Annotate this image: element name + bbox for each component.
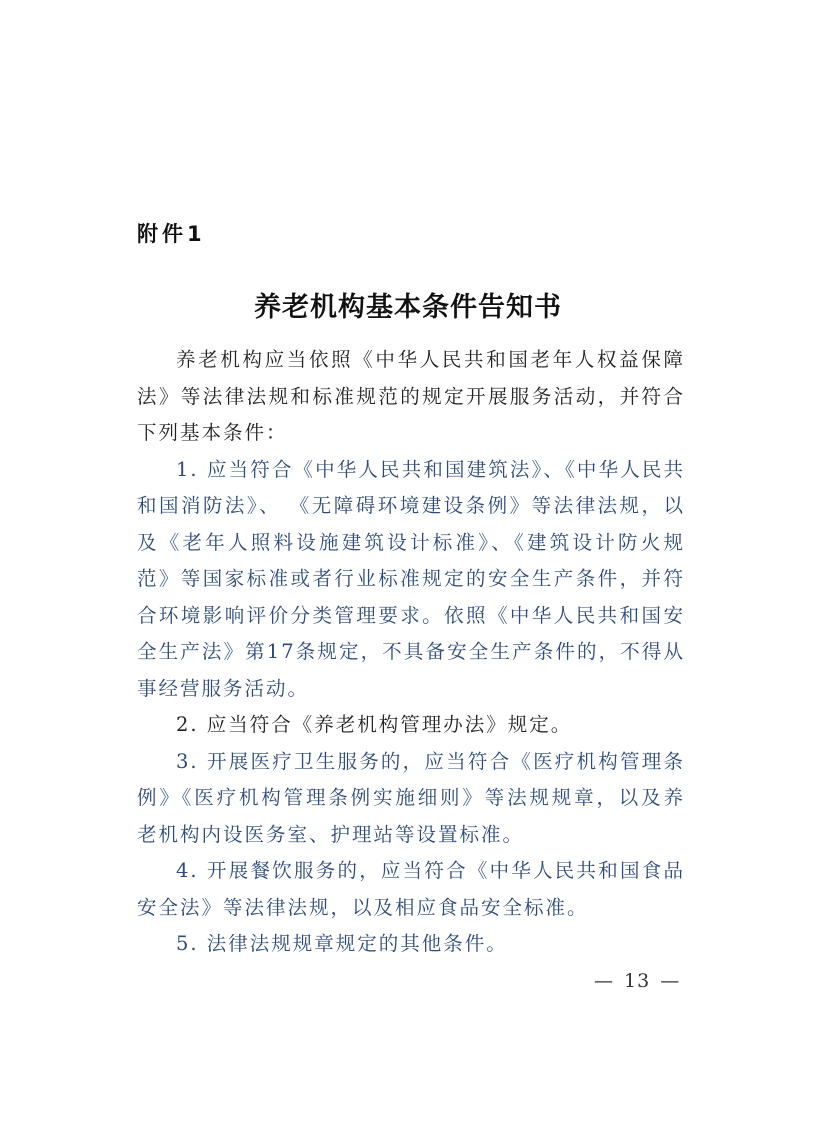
footer-dash-right: — — [660, 970, 681, 992]
page-footer — [590, 970, 684, 992]
footer-dash-left: — — [594, 970, 614, 992]
paragraph-item-5: 5. 法律法规规章规定的其他条件。 — [176, 932, 508, 955]
paragraph-item-3: 3. 开展医疗卫生服务的，应当符合《医疗机构管理条例》《医疗机构管理条例实施细则》等法规规章，以及养老机构内设医务室、护理站等设置标准。 — [137, 749, 685, 846]
paragraph-intro: 养老机构应当依照《中华人民共和国老年人权益保障法》等法律法规和标准规范的规定开展服务活动，并符合下列基本条件： — [137, 348, 685, 444]
paragraph-item-1: 1. 应当符合《中华人民共和国建筑法》、《中华人民共和国消防法》、 《无障碍环境建设条例》等法律法规，以及《老年人照料设施建筑设计标准》、《建筑设计防火规范》等国家标准或者行业标准规定的安全生产条件，并符合环境影响评价分类管理要求。依照《中华人民共和国安全生产法》第17条规定，不具备安全生产条件的，不得从事经营服务活动。 — [137, 457, 685, 700]
paragraph-item-2: 2. 应当符合《养老机构管理办法》规定。 — [176, 713, 573, 736]
paragraph-item-4: 4. 开展餐饮服务的，应当符合《中华人民共和国食品安全法》等法律法规，以及相应食品安全标准。 — [137, 859, 685, 919]
page-number: 13 — [624, 970, 651, 992]
document-body — [137, 342, 685, 963]
document-title: 养老机构基本条件告知书 — [254, 292, 562, 323]
attachment-label: 附件1 — [137, 222, 206, 246]
